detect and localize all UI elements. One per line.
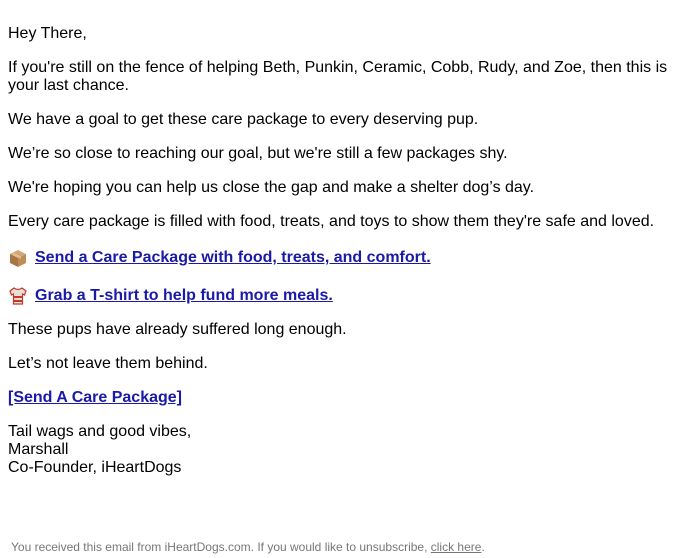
send-care-package-bracket-link[interactable]: [Send A Care Package] [8, 389, 182, 406]
signer-title: Co-Founder, iHeartDogs [8, 459, 182, 476]
goal-paragraph: We have a goal to get these care package to every deserving pup. [8, 111, 479, 128]
package-contents-paragraph: Every care package is filled with food, treats, and toys to show them they're safe and loved. [8, 213, 655, 230]
tshirt-icon [8, 286, 28, 306]
send-care-package-cta [8, 248, 431, 268]
footer-text: You received this email from iHeartDogs.com. If you would like to unsubscribe, [11, 540, 428, 554]
progress-paragraph: We’re so close to reaching our goal, but we're still a few packages shy. [8, 145, 508, 162]
greeting: Hey There, [8, 25, 87, 42]
signoff: Tail wags and good vibes, [8, 423, 192, 440]
signer-name: Marshall [8, 441, 69, 458]
leave-behind-paragraph: Let’s not leave them behind. [8, 355, 208, 372]
tshirt-cta [8, 286, 333, 306]
tshirt-link[interactable]: Grab a T-shirt to help fund more meals. [35, 287, 333, 304]
footer-suffix: . [481, 540, 485, 554]
send-care-package-bracket-cta [8, 389, 182, 407]
send-care-package-link[interactable]: Send a Care Package with food, treats, and comfort. [35, 249, 431, 266]
email-footer [11, 540, 485, 554]
unsubscribe-link[interactable]: click here [430, 540, 482, 554]
help-paragraph: We're hoping you can help us close the gap and make a shelter dog’s day. [8, 179, 535, 196]
suffered-paragraph: These pups have already suffered long enough. [8, 321, 347, 338]
package-icon [8, 248, 28, 268]
intro-paragraph: If you're still on the fence of helping Beth, Punkin, Ceramic, Cobb, Rudy, and Zoe, then this is your last chance. [8, 59, 668, 94]
